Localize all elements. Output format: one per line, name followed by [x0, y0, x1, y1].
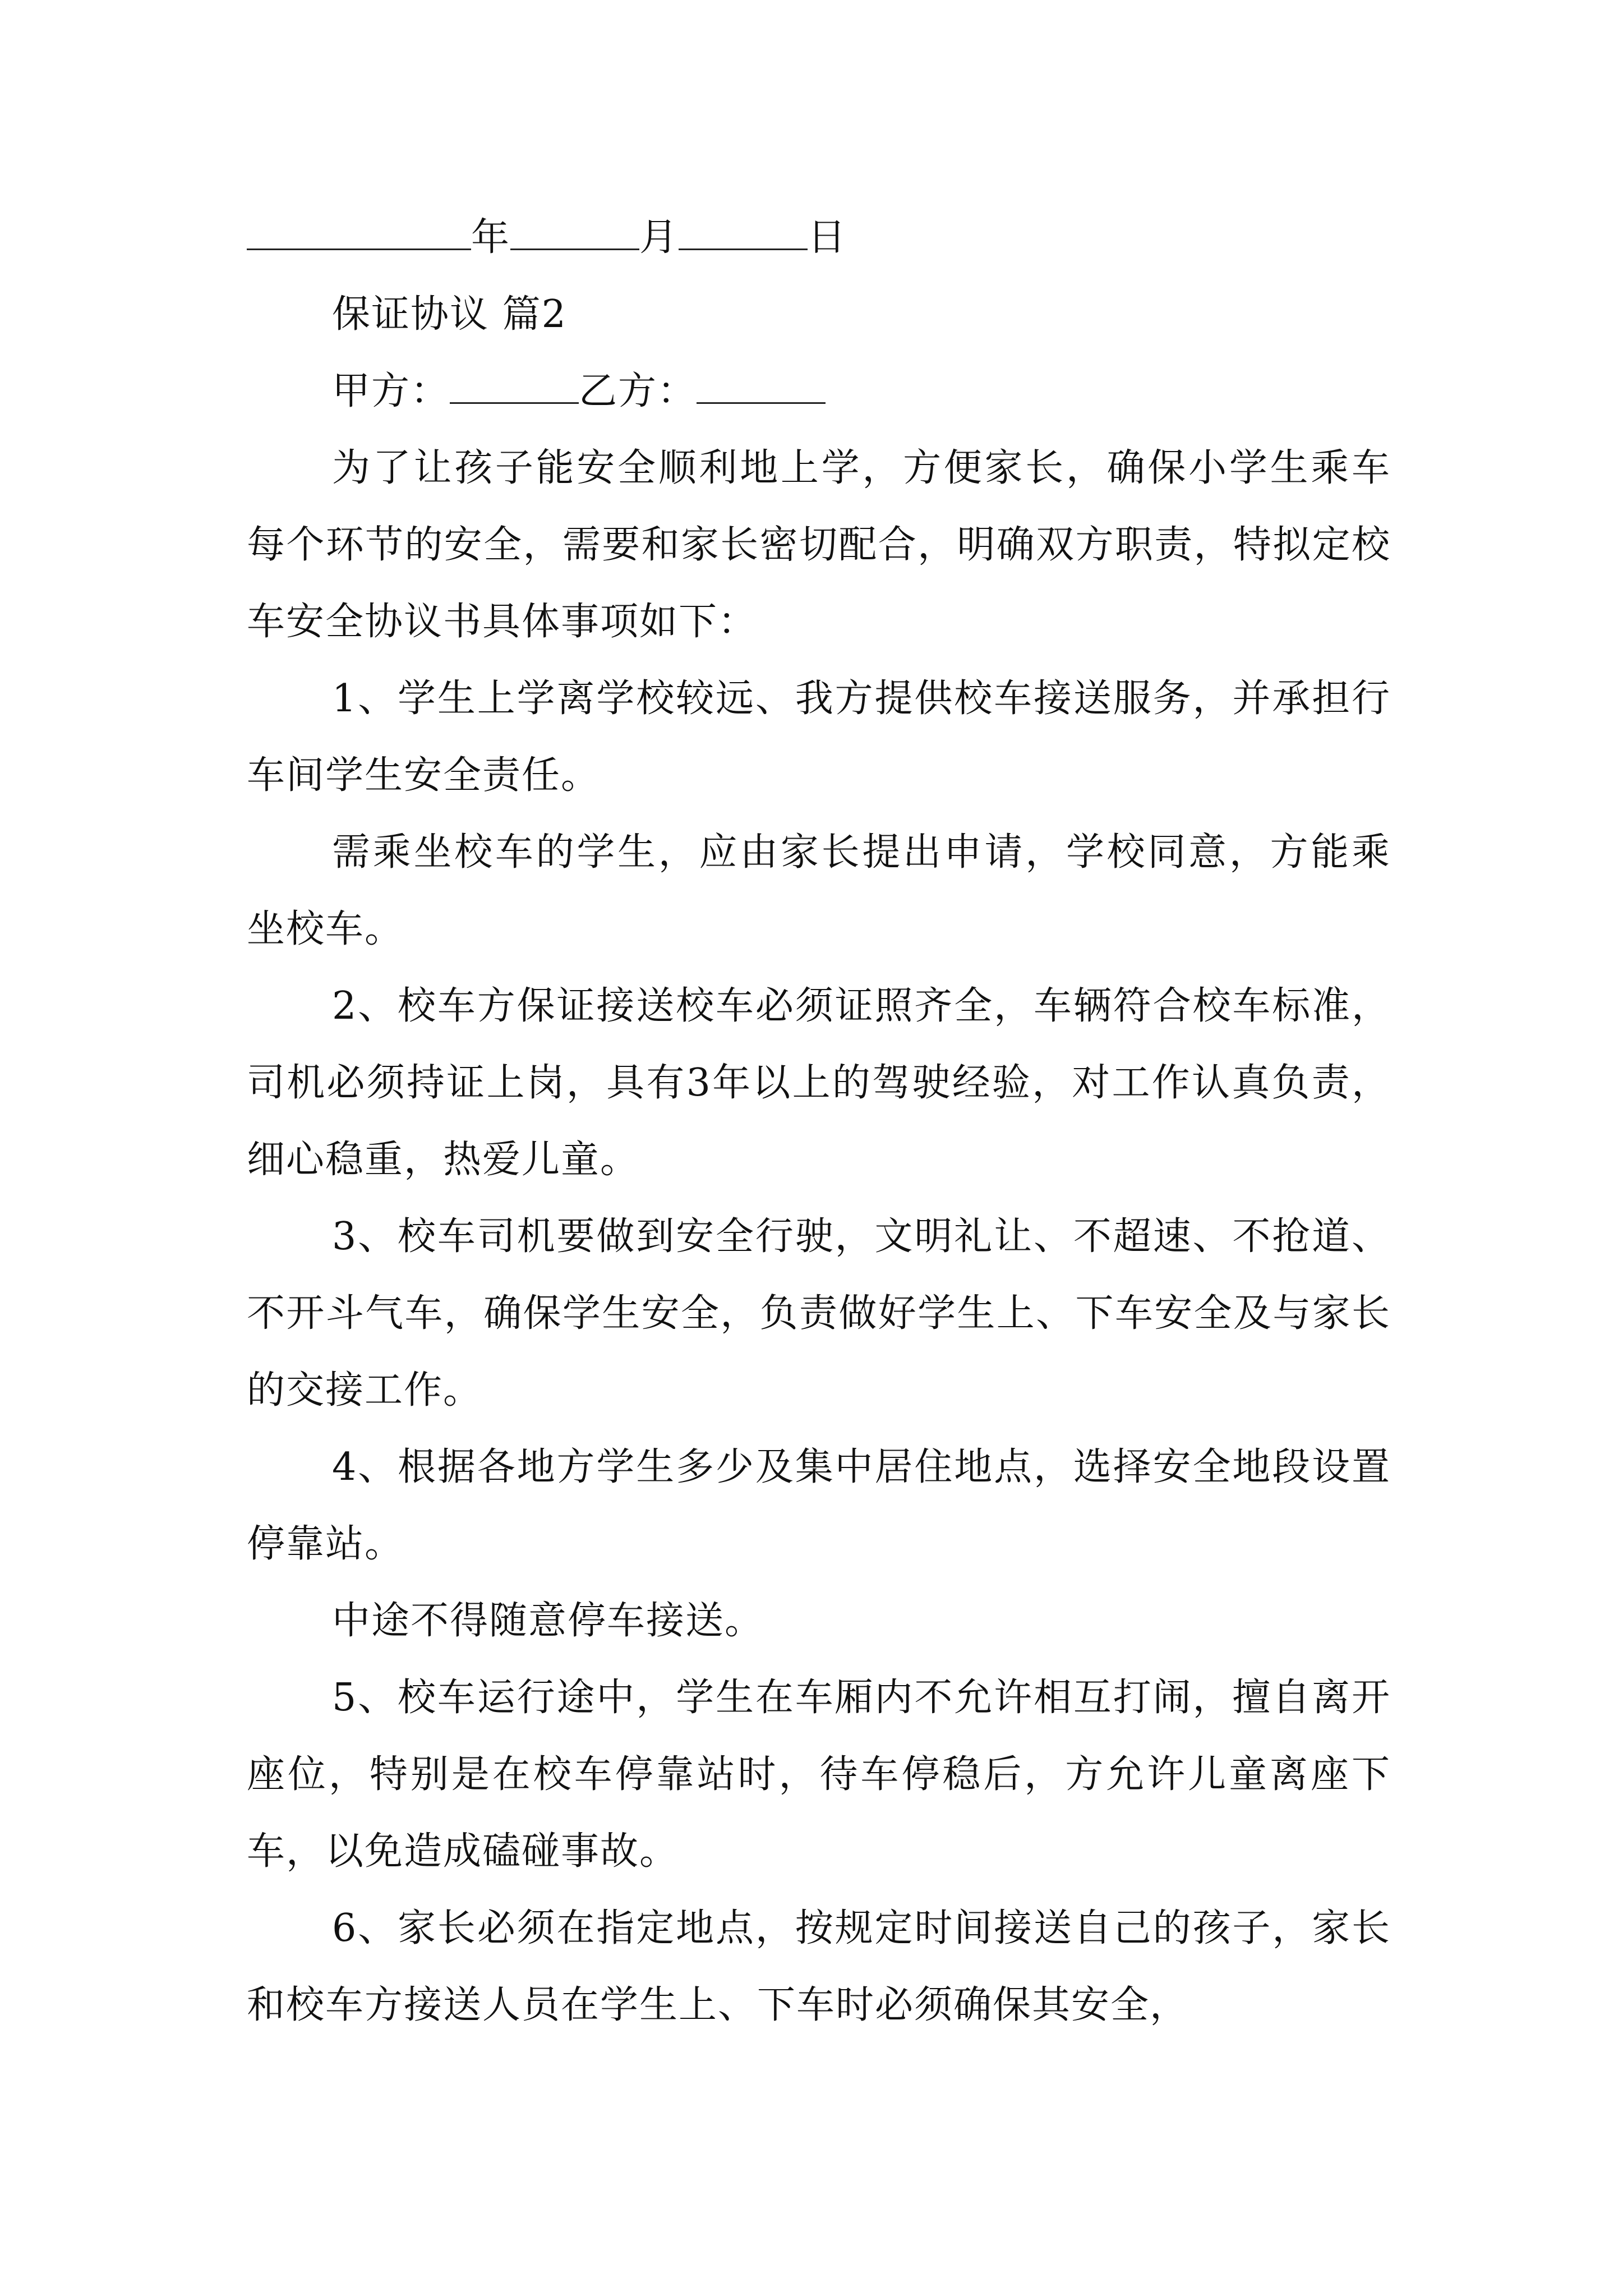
paragraph-item-3: 3、校车司机要做到安全行驶，文明礼让、不超速、不抢道、不开斗气车，确保学生安全，负责做好学生上、下车安全及与家长的交接工作。 — [247, 1214, 1391, 1412]
day-label: 日 — [808, 215, 847, 260]
paragraph-item-1-note: 需乘坐校车的学生，应由家长提出申请，学校同意，方能乘坐校车。 — [247, 830, 1391, 951]
section-title: 保证协议 篇2 — [332, 292, 567, 337]
party-a-blank — [450, 369, 579, 404]
month-label: 月 — [639, 215, 679, 260]
paragraph-item-5: 5、校车运行途中，学生在车厢内不允许相互打闹，擅自离开座位，特别是在校车停靠站时，待车停稳后，方允许儿童离座下车，以免造成磕碰事故。 — [247, 1676, 1391, 1874]
day-blank — [679, 215, 808, 250]
party-b-label: 乙方： — [579, 369, 697, 413]
party-a-label: 甲方： — [332, 369, 450, 413]
paragraph-item-6: 6、家长必须在指定地点，按规定时间接送自己的孩子，家长和校车方接送人员在学生上、下车时必须确保其安全， — [247, 1906, 1391, 2027]
party-b-blank — [697, 369, 826, 404]
paragraph-item-4: 4、根据各地方学生多少及集中居住地点，选择安全地段设置停靠站。 — [247, 1445, 1391, 1566]
paragraph-item-2: 2、校车方保证接送校车必须证照齐全，车辆符合校车标准，司机必须持证上岗，具有3年以上的驾驶经验，对工作认真负责，细心稳重，热爱儿童。 — [247, 984, 1391, 1182]
document-body — [247, 199, 1391, 2044]
paragraph-item-4-note: 中途不得随意停车接送。 — [332, 1599, 764, 1643]
year-label: 年 — [471, 215, 511, 260]
paragraph-intro: 为了让孩子能安全顺利地上学，方便家长，确保小学生乘车每个环节的安全，需要和家长密切配合，明确双方职责，特拟定校车安全协议书具体事项如下： — [247, 446, 1391, 644]
paragraph-item-1: 1、学生上学离学校较远、我方提供校车接送服务，并承担行车间学生安全责任。 — [247, 677, 1391, 798]
parties-line — [247, 353, 1391, 430]
month-blank — [510, 215, 639, 250]
date-line — [247, 199, 1391, 276]
year-blank — [247, 215, 471, 250]
